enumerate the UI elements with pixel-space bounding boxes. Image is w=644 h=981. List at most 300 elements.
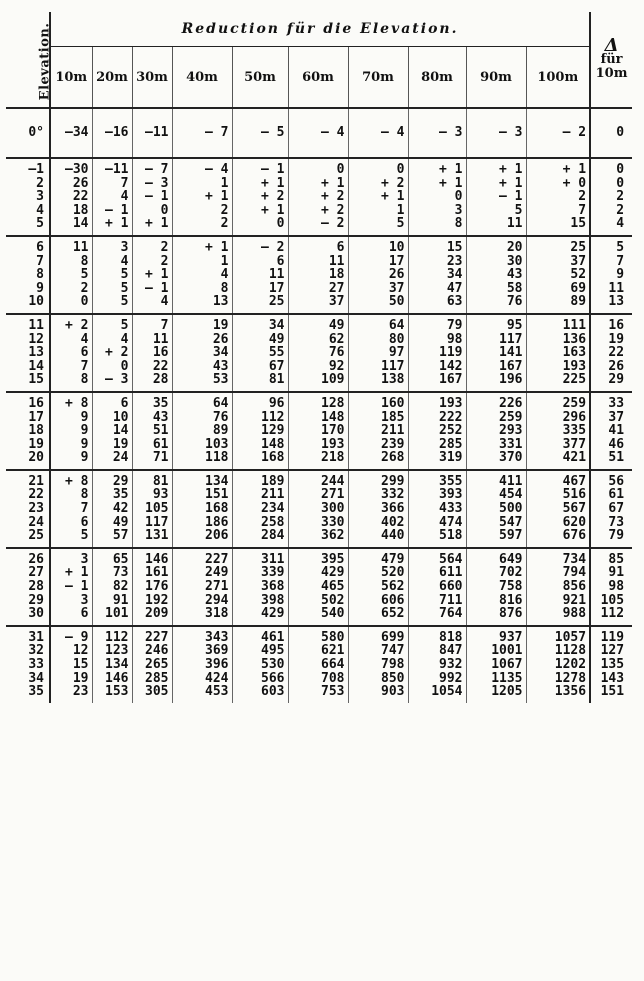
cell-value: 8 (220, 280, 229, 296)
cell-value: 474 (439, 514, 463, 530)
reduction-cell (408, 236, 466, 314)
cell-value: — 1 (145, 280, 169, 296)
cell-value: 105 (145, 501, 169, 517)
cell-value: 58 (506, 280, 523, 296)
cell-value: + 1 (65, 565, 89, 581)
reduction-cell (50, 236, 92, 314)
table-body (6, 108, 632, 703)
column-header: 90m (466, 47, 526, 109)
reduction-cell (172, 108, 232, 158)
cell-value: + 1 (205, 239, 229, 255)
cell-value: 97 (388, 345, 405, 361)
reduction-cell (466, 392, 526, 470)
cell-value: 103 (205, 436, 229, 452)
cell-value: 8 (80, 253, 89, 269)
reduction-cell (92, 158, 132, 236)
cell-value: 79 (608, 528, 625, 544)
cell-value: 9 (80, 450, 89, 466)
cell-value: 4 (120, 253, 129, 269)
cell-value: 134 (105, 657, 129, 672)
cell-value: 660 (439, 579, 463, 595)
cell-value: 95 (506, 317, 523, 333)
cell-value: 6 (80, 345, 89, 361)
cell-value: 47 (446, 280, 463, 296)
reduction-cell (408, 108, 466, 158)
cell-value: 23 (446, 253, 463, 269)
cell-value: 49 (112, 514, 129, 530)
cell-value: 117 (145, 514, 169, 530)
reduction-cell (288, 158, 348, 236)
cell-value: 4 (160, 294, 169, 310)
cell-value: 12 (72, 643, 89, 659)
cell-value: 61 (608, 487, 625, 503)
cell-value: 319 (439, 450, 463, 466)
cell-value: 227 (205, 551, 229, 567)
cell-value: 15 (28, 372, 44, 388)
cell-value: + 1 (145, 267, 169, 283)
cell-value: 163 (562, 345, 587, 361)
cell-value: 185 (381, 409, 405, 425)
cell-value: 80 (388, 331, 405, 347)
reduction-cell (526, 158, 590, 236)
cell-value: 1356 (554, 684, 587, 700)
cell-value: 6 (336, 239, 345, 255)
cell-value: —16 (105, 125, 129, 141)
cell-value: 206 (205, 528, 229, 544)
cell-value: 131 (145, 528, 169, 544)
cell-value: 49 (328, 317, 345, 333)
cell-value: 33 (608, 395, 625, 411)
cell-value: 193 (562, 358, 587, 374)
cell-value: 76 (328, 345, 345, 361)
cell-value: + 1 (321, 175, 345, 191)
cell-value: — 3 (105, 372, 129, 388)
table-row-group (6, 392, 632, 470)
elevation-cell (6, 108, 50, 158)
reduction-cell (288, 236, 348, 314)
cell-value: 92 (328, 358, 345, 374)
cell-value: 56 (608, 473, 625, 489)
cell-value: 89 (570, 294, 587, 310)
cell-value: 134 (205, 473, 229, 489)
column-header-row (6, 47, 632, 109)
cell-value: —11 (145, 125, 169, 141)
reduction-cell (172, 314, 232, 392)
cell-value: 138 (381, 372, 405, 388)
cell-value: 850 (381, 670, 405, 686)
cell-value: 46 (608, 436, 625, 452)
cell-value: 19 (608, 331, 625, 347)
cell-value: 91 (112, 592, 129, 608)
reduction-cell (348, 108, 408, 158)
cell-value: + 1 (439, 162, 463, 177)
cell-value: 16 (608, 317, 625, 333)
table-row-group (6, 236, 632, 314)
column-header: 20m (92, 47, 132, 109)
cell-value: 12 (28, 331, 44, 347)
cell-value: 49 (268, 331, 285, 347)
cell-value: 5 (80, 528, 89, 544)
reduction-cell (466, 236, 526, 314)
cell-value: 393 (439, 487, 463, 503)
cell-value: 41 (608, 423, 625, 439)
cell-value: 168 (261, 450, 285, 466)
cell-value: 355 (439, 473, 463, 489)
reduction-cell (288, 548, 348, 626)
reduction-cell (132, 108, 172, 158)
cell-value: 189 (261, 473, 285, 489)
cell-value: 567 (562, 501, 587, 517)
cell-value: 285 (145, 670, 169, 686)
cell-value: 21 (28, 473, 44, 489)
cell-value: 14 (72, 216, 89, 232)
cell-value: + 8 (65, 395, 89, 411)
cell-value: 118 (205, 450, 229, 466)
cell-value: 0 (396, 162, 405, 177)
cell-value: 343 (205, 629, 229, 645)
cell-value: 2 (578, 189, 587, 205)
cell-value: 43 (506, 267, 523, 283)
cell-value: 440 (381, 528, 405, 544)
cell-value: 148 (261, 436, 285, 452)
cell-value: 170 (321, 423, 345, 439)
cell-value: 734 (562, 551, 587, 567)
elevation-cell (6, 158, 50, 236)
cell-value: — 7 (145, 162, 169, 177)
cell-value: 429 (321, 565, 345, 581)
cell-value: 652 (381, 606, 405, 622)
cell-value: + 1 (381, 189, 405, 205)
cell-value: 15 (72, 657, 89, 672)
reduction-cell (50, 158, 92, 236)
delta-label: für (600, 51, 623, 67)
reduction-cell (50, 548, 92, 626)
reduction-cell (172, 470, 232, 548)
reduction-cell (526, 108, 590, 158)
reduction-cell (232, 392, 288, 470)
cell-value: 335 (562, 423, 587, 439)
cell-value: 101 (105, 606, 129, 622)
cell-value: 98 (608, 579, 625, 595)
cell-value: 196 (499, 372, 523, 388)
table-row-group (6, 158, 632, 236)
cell-value: — 1 (499, 189, 523, 205)
cell-value: 30 (506, 253, 523, 269)
cell-value: 0 (276, 216, 285, 232)
cell-value: 37 (570, 253, 587, 269)
cell-value: 3 (80, 551, 89, 567)
cell-value: + 1 (562, 162, 587, 177)
cell-value: 14 (112, 423, 129, 439)
reduction-cell (526, 392, 590, 470)
cell-value: 50 (388, 294, 405, 310)
cell-value: 699 (381, 629, 405, 645)
cell-value: 11 (28, 317, 44, 333)
elevation-cell (6, 470, 50, 548)
reduction-cell (232, 158, 288, 236)
cell-value: 26 (212, 331, 229, 347)
reduction-cell (288, 626, 348, 703)
cell-value: 81 (268, 372, 285, 388)
cell-value: 747 (381, 643, 405, 659)
delta-header (590, 12, 632, 108)
cell-value: 143 (600, 670, 625, 686)
cell-value: 7 (160, 317, 169, 333)
cell-value: 500 (499, 501, 523, 517)
cell-value: + 1 (205, 189, 229, 205)
reduction-cell (348, 392, 408, 470)
reduction-cell (348, 548, 408, 626)
cell-value: — 4 (205, 162, 229, 177)
cell-value: 37 (328, 294, 345, 310)
cell-value: + 1 (499, 162, 523, 177)
cell-value: 1205 (491, 684, 523, 700)
cell-value: — 9 (65, 629, 89, 645)
cell-value: 4 (120, 189, 129, 205)
reduction-cell (50, 392, 92, 470)
cell-value: 300 (321, 501, 345, 517)
cell-value: + 1 (261, 175, 285, 191)
cell-value: 0° (28, 125, 44, 141)
cell-value: 227 (145, 629, 169, 645)
cell-value: 0 (120, 358, 129, 374)
delta-cell (590, 158, 632, 236)
cell-value: 467 (562, 473, 587, 489)
cell-value: 611 (439, 565, 463, 581)
cell-value: 23 (28, 501, 44, 517)
cell-value: 135 (600, 657, 625, 672)
cell-value: 51 (152, 423, 169, 439)
cell-value: 603 (261, 684, 285, 700)
cell-value: 225 (562, 372, 587, 388)
cell-value: 664 (321, 657, 345, 672)
table-title: Reduction für die Elevation. (50, 12, 590, 47)
cell-value: 119 (600, 629, 625, 645)
cell-value: 7 (120, 175, 129, 191)
cell-value: + 2 (261, 189, 285, 205)
cell-value: 0 (454, 189, 463, 205)
cell-value: 1128 (554, 643, 587, 659)
cell-value: 62 (328, 331, 345, 347)
cell-value: 9 (36, 280, 44, 296)
cell-value: 71 (152, 450, 169, 466)
cell-value: 5 (616, 239, 625, 255)
cell-value: 18 (28, 423, 44, 439)
cell-value: 764 (439, 606, 463, 622)
elevation-header: Elevation. (6, 12, 50, 108)
cell-value: 112 (600, 606, 625, 622)
cell-value: 798 (381, 657, 405, 672)
cell-value: 1278 (554, 670, 587, 686)
cell-value: 520 (381, 565, 405, 581)
cell-value: + 2 (321, 189, 345, 205)
cell-value: 42 (112, 501, 129, 517)
cell-value: 67 (268, 358, 285, 374)
cell-value: 758 (499, 579, 523, 595)
cell-value: 4 (616, 216, 625, 232)
elevation-cell (6, 314, 50, 392)
cell-value: 6 (80, 514, 89, 530)
cell-value: 3 (80, 592, 89, 608)
cell-value: 8 (454, 216, 463, 232)
cell-value: 19 (28, 436, 44, 452)
cell-value: 318 (205, 606, 229, 622)
cell-value: 856 (562, 579, 587, 595)
reduction-cell (172, 392, 232, 470)
cell-value: 305 (145, 684, 169, 700)
cell-value: 8 (80, 372, 89, 388)
cell-value: 1202 (554, 657, 587, 672)
cell-value: 5 (514, 202, 523, 218)
cell-value: 252 (439, 423, 463, 439)
cell-value: 85 (608, 551, 625, 567)
cell-value: 29 (28, 592, 44, 608)
reduction-cell (408, 470, 466, 548)
cell-value: 502 (321, 592, 345, 608)
elevation-cell (6, 548, 50, 626)
cell-value: 176 (145, 579, 169, 595)
reduction-cell (232, 236, 288, 314)
cell-value: 52 (570, 267, 587, 283)
cell-value: 9 (80, 423, 89, 439)
cell-value: 293 (499, 423, 523, 439)
delta-cell (590, 314, 632, 392)
cell-value: 11 (608, 280, 625, 296)
reduction-cell (348, 158, 408, 236)
reduction-cell (50, 108, 92, 158)
cell-value: 43 (212, 358, 229, 374)
cell-value: 5 (120, 280, 129, 296)
cell-value: 564 (439, 551, 463, 567)
cell-value: 332 (381, 487, 405, 503)
cell-value: 10 (388, 239, 405, 255)
cell-value: 64 (388, 317, 405, 333)
cell-value: 4 (80, 331, 89, 347)
cell-value: 26 (28, 551, 44, 567)
cell-value: 816 (499, 592, 523, 608)
cell-value: 2 (160, 239, 169, 255)
cell-value: 33 (28, 657, 44, 672)
cell-value: 606 (381, 592, 405, 608)
cell-value: — 3 (439, 125, 463, 141)
cell-value: 96 (268, 395, 285, 411)
column-header: 60m (288, 47, 348, 109)
cell-value: 921 (562, 592, 587, 608)
table-row-group (6, 548, 632, 626)
cell-value: 27 (328, 280, 345, 296)
column-header: 80m (408, 47, 466, 109)
reduction-cell (92, 108, 132, 158)
cell-value: 2 (36, 175, 44, 191)
cell-value: 20 (506, 239, 523, 255)
cell-value: 10 (112, 409, 129, 425)
cell-value: 676 (562, 528, 587, 544)
cell-value: 271 (205, 579, 229, 595)
cell-value: 30 (28, 606, 44, 622)
cell-value: — 3 (499, 125, 523, 141)
cell-value: 123 (105, 643, 129, 659)
reduction-cell (92, 470, 132, 548)
cell-value: — 4 (381, 125, 405, 141)
cell-value: 8 (36, 267, 44, 283)
cell-value: 6 (36, 239, 44, 255)
cell-value: 2 (160, 253, 169, 269)
cell-value: 53 (212, 372, 229, 388)
reduction-cell (466, 548, 526, 626)
cell-value: 2 (616, 189, 625, 205)
cell-value: 366 (381, 501, 405, 517)
cell-value: 411 (499, 473, 523, 489)
cell-value: 530 (261, 657, 285, 672)
cell-value: 0 (160, 202, 169, 218)
cell-value: 580 (321, 629, 345, 645)
cell-value: 64 (212, 395, 229, 411)
cell-value: 7 (80, 358, 89, 374)
cell-value: 226 (499, 395, 523, 411)
cell-value: 992 (439, 670, 463, 686)
cell-value: 395 (321, 551, 345, 567)
cell-value: 4 (36, 202, 44, 218)
cell-value: 9 (80, 409, 89, 425)
cell-value: 620 (562, 514, 587, 530)
cell-value: 25 (268, 294, 285, 310)
reduction-cell (466, 314, 526, 392)
delta-unit: 10m (595, 65, 628, 81)
reduction-cell (172, 158, 232, 236)
cell-value: 57 (112, 528, 129, 544)
cell-value: 794 (562, 565, 587, 581)
cell-value: 193 (321, 436, 345, 452)
cell-value: 28 (152, 372, 169, 388)
cell-value: + 2 (65, 317, 89, 333)
cell-value: 11 (268, 267, 285, 283)
cell-value: 6 (276, 253, 285, 269)
cell-value: 34 (212, 345, 229, 361)
cell-value: 167 (439, 372, 463, 388)
cell-value: 25 (570, 239, 587, 255)
reduction-cell (466, 626, 526, 703)
cell-value: — 2 (261, 239, 285, 255)
cell-value: 1054 (431, 684, 463, 700)
cell-value: 109 (321, 372, 345, 388)
cell-value: 17 (388, 253, 405, 269)
cell-value: 429 (261, 606, 285, 622)
cell-value: 24 (28, 514, 44, 530)
reduction-cell (50, 470, 92, 548)
cell-value: 146 (145, 551, 169, 567)
cell-value: 402 (381, 514, 405, 530)
cell-value: 14 (28, 358, 44, 374)
cell-value: 98 (446, 331, 463, 347)
reduction-cell (348, 236, 408, 314)
cell-value: 461 (261, 629, 285, 645)
reduction-cell (466, 470, 526, 548)
cell-value: 23 (72, 684, 89, 700)
cell-value: 25 (28, 528, 44, 544)
reduction-cell (172, 548, 232, 626)
reduction-cell (92, 392, 132, 470)
cell-value: 18 (328, 267, 345, 283)
delta-cell (590, 548, 632, 626)
reduction-cell (408, 392, 466, 470)
cell-value: 847 (439, 643, 463, 659)
cell-value: 368 (261, 579, 285, 595)
cell-value: 249 (205, 565, 229, 581)
cell-value: 433 (439, 501, 463, 517)
cell-value: 258 (261, 514, 285, 530)
cell-value: 3 (120, 239, 129, 255)
cell-value: 11 (328, 253, 345, 269)
